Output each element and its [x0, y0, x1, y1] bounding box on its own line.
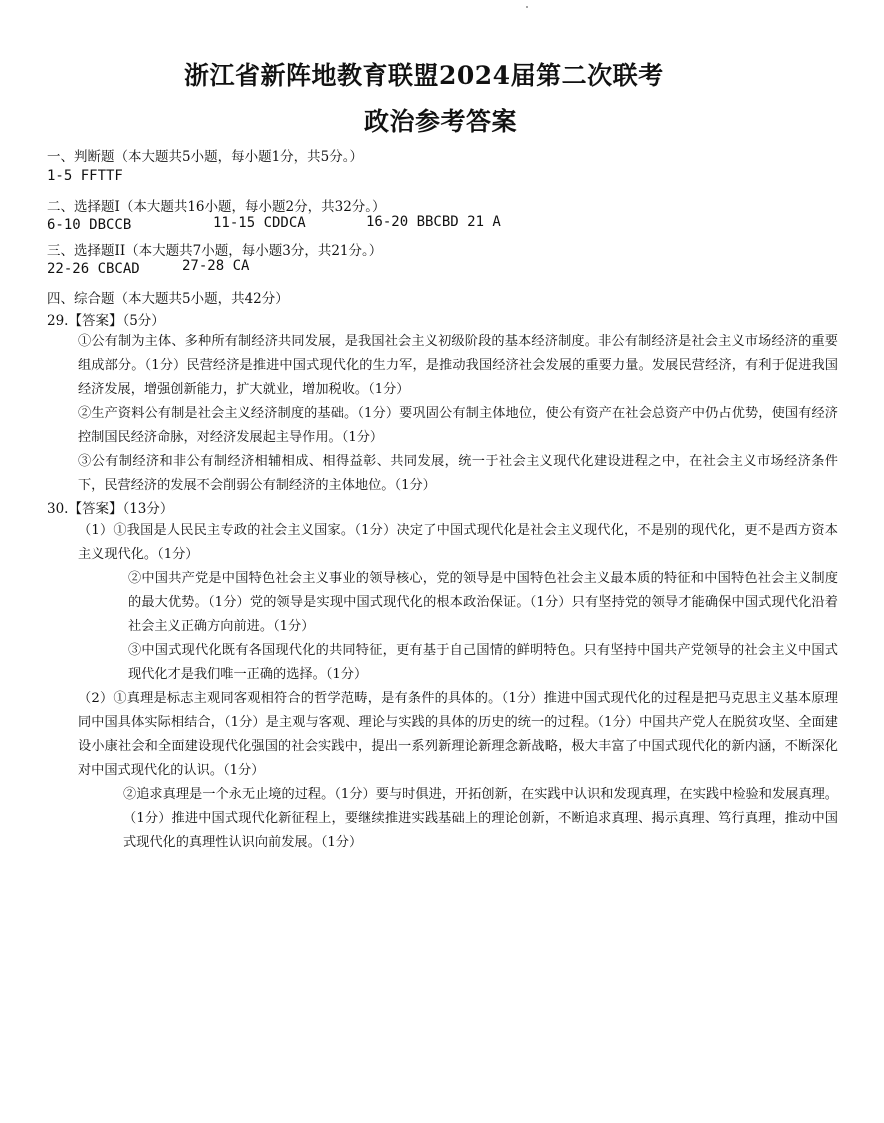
section-comprehensive-header: 四、综合题（本大题共5小题，共42分） — [47, 291, 289, 307]
section-judge-header: 一、判断题（本大题共5小题，每小题1分，共5分。） — [47, 149, 364, 165]
q30-part2-point-2: ②追求真理是一个永无止境的过程。（1分）要与时俱进，开拓创新，在实践中认识和发现真理，在实践中检验和发展真理。（1分）推进中国式现代化新征程上，要继续推进实践基础上的理论创新，不断追求真理、揭示真理、笃行真理，推动中国式现代化的真理性认识向前发展。（1分） — [123, 787, 838, 850]
scan-speck — [526, 6, 528, 8]
section-choice1-header: 二、选择题I（本大题共16小题，每小题2分，共32分。） — [47, 199, 386, 215]
q30-part1-point-1: （1）①我国是人民民主专政的社会主义国家。（1分）决定了中国式现代化是社会主义现代化，不是别的现代化，更不是西方资本主义现代化。（1分） — [78, 523, 838, 562]
q29-point-2: ②生产资料公有制是社会主义经济制度的基础。（1分）要巩固公有制主体地位，使公有资产在社会总资产中仍占优势，使国有经济控制国民经济命脉，对经济发展起主导作用。（1分） — [78, 406, 838, 445]
q30-part2-point-1: （2）①真理是标志主观同客观相符合的哲学范畴，是有条件的具体的。（1分）推进中国式现代化的过程是把马克思主义基本原理同中国具体实际相结合，（1分）是主观与客观、理论与实践的具体的历史的统一的过程。（1分）中国共产党人在脱贫攻坚、全面建设小康社会和全面建设现代化强国的社会实践中，提出一系列新理论新理念新战略，极大丰富了中国式现代化的新内涵，不断深化对中国式现代化的认识。（1分） — [78, 691, 838, 778]
q30-header: 30.【答案】（13分） — [47, 501, 174, 517]
q30-part1-point-2: ②中国共产党是中国特色社会主义事业的领导核心，党的领导是中国特色社会主义最本质的特征和中国特色社会主义制度的最大优势。（1分）党的领导是实现中国式现代化的根本政治保证。（1分）只有坚持党的领导才能确保中国式现代化沿着社会主义正确方向前进。（1分） — [128, 571, 838, 634]
q30-part1-point-3: ③中国式现代化既有各国现代化的共同特征，更有基于自己国情的鲜明特色。只有坚持中国共产党领导的社会主义中国式现代化才是我们唯一正确的选择。（1分） — [128, 643, 838, 682]
section-choice2-header: 三、选择题II（本大题共7小题，每小题3分，共21分。） — [47, 243, 383, 259]
q29-header: 29.【答案】（5分） — [47, 313, 165, 329]
section-judge-answers: 1-5 FFTTF — [47, 168, 123, 184]
section-choice2-group1: 22-26 CBCAD — [47, 261, 140, 277]
section-choice1-group3: 16-20 BBCBD 21 A — [366, 214, 501, 230]
q29-point-1: ①公有制为主体、多种所有制经济共同发展，是我国社会主义初级阶段的基本经济制度。非公有制经济是社会主义市场经济的重要组成部分。（1分）民营经济是推进中国式现代化的生力军，是推动我国经济社会发展的重要力量。发展民营经济，有利于促进我国经济发展，增强创新能力，扩大就业，增加税收。（1分） — [78, 334, 838, 397]
q29-point-3: ③公有制经济和非公有制经济相辅相成、相得益彰、共同发展，统一于社会主义现代化建设进程之中，在社会主义市场经济条件下，民营经济的发展不会削弱公有制经济的主体地位。（1分） — [78, 454, 838, 493]
page-title: 浙江省新阵地教育联盟2024届第二次联考 — [184, 61, 664, 90]
section-choice1-group2: 11-15 CDDCA — [213, 215, 306, 231]
section-choice2-group2: 27-28 CA — [182, 258, 250, 274]
section-choice1-group1: 6-10 DBCCB — [47, 217, 132, 233]
page-subtitle: 政治参考答案 — [364, 107, 518, 136]
